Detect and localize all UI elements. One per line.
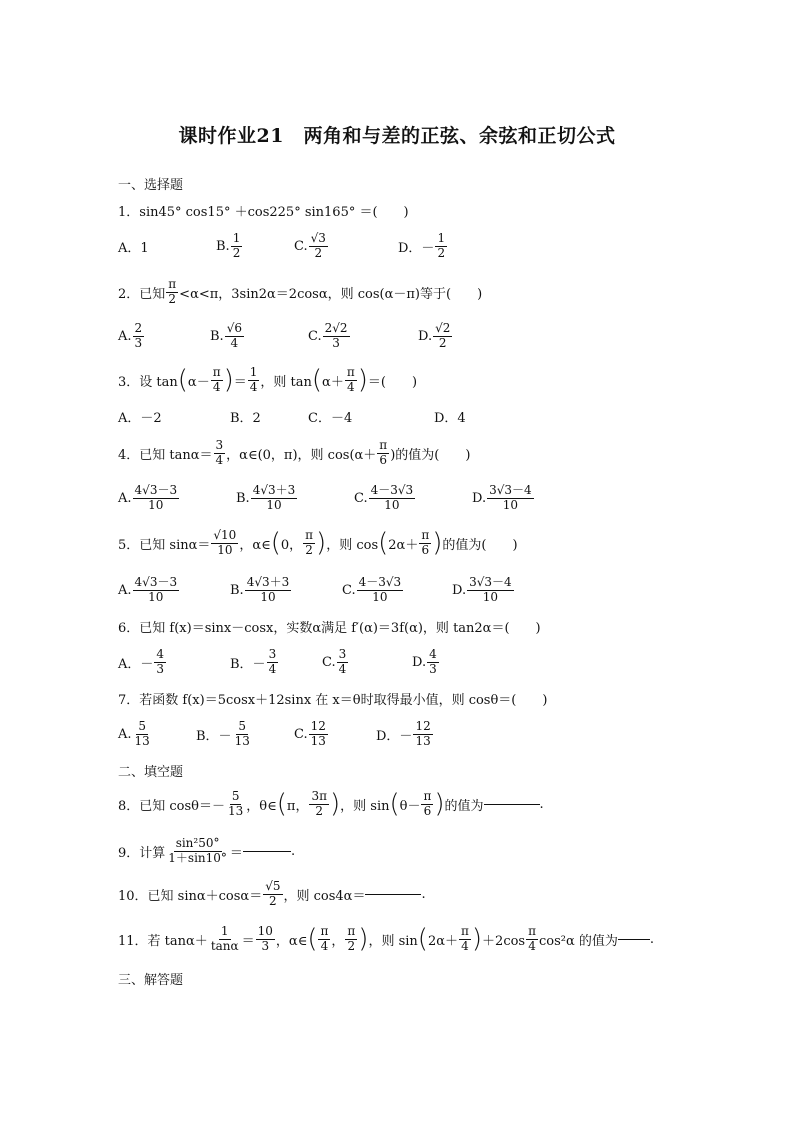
fraction: [211, 366, 223, 395]
denominator: 2: [315, 803, 324, 818]
numerator: π: [320, 923, 329, 938]
fraction: [166, 278, 178, 307]
option-a: [118, 226, 149, 266]
numerator: 12: [415, 718, 431, 733]
fraction: [435, 232, 447, 261]
question-text: .: [421, 886, 426, 902]
fraction: [225, 322, 244, 351]
denominator: 4: [338, 661, 347, 676]
fraction: [369, 484, 416, 513]
numerator: √2: [435, 320, 451, 335]
option-d: [418, 316, 453, 356]
question-text: 4．已知 tanα＝: [118, 447, 213, 463]
numerator: 4√3＋3: [252, 482, 296, 497]
fraction: [303, 529, 315, 558]
question-text: ，θ∈: [246, 798, 277, 814]
option-c: [294, 226, 329, 266]
fraction: [413, 720, 432, 749]
option-a-label: A．1: [118, 240, 149, 256]
numerator: 4: [156, 646, 165, 661]
option-b: [230, 570, 292, 610]
question-text: 的值为( ): [442, 537, 518, 553]
option-c-label: C.: [354, 490, 368, 506]
question-text: 10．已知 sinα＋cosα＝: [118, 888, 263, 904]
fraction: [309, 720, 328, 749]
option-c: [354, 478, 416, 518]
option-a-label: A．－2: [118, 410, 162, 426]
section-heading-choice: 一、选择题: [118, 178, 184, 193]
right-paren: ): [358, 924, 369, 954]
answer-blank[interactable]: [365, 893, 421, 895]
numerator: π: [528, 923, 536, 938]
question-8: [118, 784, 544, 824]
option-c-label: C.: [322, 654, 336, 670]
question-3-options: [118, 396, 718, 436]
option-b: [216, 226, 243, 266]
fraction: [154, 648, 166, 677]
question-text: ，则 sin: [340, 798, 390, 814]
question-text: 3．设 tan: [118, 374, 178, 390]
numerator: π: [347, 923, 356, 938]
question-text: ，α∈: [275, 933, 308, 949]
question-text: 9．计算: [118, 845, 166, 861]
numerator: 4√3－3: [134, 482, 178, 497]
fraction: [209, 925, 241, 954]
right-paren: ): [316, 528, 327, 558]
option-c: [308, 396, 352, 436]
fraction: [248, 366, 260, 395]
fraction: [487, 484, 534, 513]
numerator: 4: [429, 646, 437, 661]
numerator: 2: [134, 320, 143, 335]
right-paren: ): [434, 789, 445, 819]
fraction: [433, 322, 452, 351]
option-a-label: A.: [118, 328, 132, 344]
question-text: α＋: [322, 374, 344, 390]
numerator: π: [379, 437, 388, 452]
denominator: 6: [379, 452, 388, 467]
denominator: 4: [215, 452, 224, 467]
page-title: 课时作业21 两角和与差的正弦、余弦和正切公式: [178, 125, 616, 147]
option-c-label: C.: [294, 238, 308, 254]
question-text: ＝: [233, 374, 247, 390]
left-paren: (: [389, 789, 400, 819]
numerator: √5: [265, 878, 281, 893]
numerator: π: [212, 364, 221, 379]
denominator: 10: [384, 497, 400, 512]
left-paren: (: [177, 365, 188, 395]
option-c-label: C.: [342, 582, 356, 598]
option-b-label: B.: [230, 582, 244, 598]
denominator: 2: [305, 542, 313, 557]
denominator: 13: [228, 803, 244, 818]
denominator: 2: [269, 893, 277, 908]
question-text: ＝( ): [367, 374, 418, 390]
denominator: 1＋sin10°: [168, 850, 227, 865]
denominator: 10: [260, 589, 276, 604]
numerator: 3√3－4: [489, 482, 532, 497]
right-paren: ): [432, 528, 443, 558]
fraction: [377, 439, 389, 468]
numerator: π: [168, 276, 177, 291]
question-2-options: [118, 316, 718, 356]
answer-blank[interactable]: [484, 803, 540, 805]
question-10: [118, 874, 426, 914]
option-a-label: A．－: [118, 656, 154, 672]
option-a-label: A.: [118, 726, 132, 742]
denominator: 4: [249, 379, 258, 394]
option-b: [230, 396, 261, 436]
option-a: [118, 478, 180, 518]
left-paren: (: [311, 365, 323, 395]
fraction: [245, 576, 292, 605]
denominator: 3: [429, 661, 437, 676]
denominator: 2: [168, 291, 177, 306]
option-b: [236, 478, 298, 518]
question-1-options: [118, 226, 718, 266]
numerator: 1: [437, 230, 446, 245]
section-heading-solve: 三、解答题: [118, 973, 184, 988]
denominator: 4: [461, 938, 469, 953]
denominator: 4: [230, 335, 239, 350]
denominator: 2: [314, 245, 323, 260]
right-paren: ): [471, 924, 483, 954]
numerator: 5: [231, 788, 240, 803]
fraction: [421, 790, 433, 819]
numerator: 3√3－4: [469, 574, 512, 589]
option-d: [376, 714, 434, 754]
question-text: .: [649, 931, 655, 947]
fraction: [233, 720, 252, 749]
option-d-label: D.: [452, 582, 467, 598]
question-text: ，α∈: [239, 537, 271, 553]
question-text: cos²α 的值为: [539, 933, 618, 949]
denominator: 3: [261, 938, 270, 953]
option-d-label: D.: [412, 654, 427, 670]
option-d-label: D．4: [434, 410, 466, 426]
option-c-label: C.: [308, 328, 322, 344]
question-6: 6．已知 f(x)＝sinx－cosx，实数α满足 f′(α)＝3f(α)，则 tan2α＝( ): [118, 621, 541, 636]
denominator: tanα: [210, 938, 239, 953]
question-text: ，则 cos4α＝: [283, 888, 366, 904]
question-text: 2．已知: [118, 286, 166, 302]
fraction: [323, 322, 350, 351]
denominator: 4: [320, 938, 329, 953]
option-a-label: A.: [118, 582, 132, 598]
option-c: [294, 714, 329, 754]
numerator: π: [346, 364, 355, 379]
question-text: <α<π，3sin2α＝2cosα，则 cos(α－π)等于( ): [179, 286, 483, 302]
question-text: 0，: [280, 537, 303, 553]
option-d-label: D．－: [376, 728, 413, 744]
denominator: 13: [134, 733, 150, 748]
question-text: 11．若 tanα＋: [118, 933, 208, 949]
option-b-label: B.: [210, 328, 224, 344]
numerator: 10: [257, 923, 273, 938]
numerator: 4－3√3: [358, 574, 402, 589]
fraction: [256, 925, 275, 954]
option-b: [210, 316, 245, 356]
numerator: √10: [213, 527, 237, 542]
denominator: 4: [268, 661, 277, 676]
denominator: 10: [372, 589, 388, 604]
fraction: [263, 880, 282, 909]
option-a: [118, 396, 162, 436]
fraction: [318, 925, 330, 954]
denominator: 10: [148, 589, 164, 604]
fraction: [419, 529, 431, 558]
option-c: [322, 642, 349, 682]
numerator: π: [461, 923, 469, 938]
denominator: 13: [310, 733, 326, 748]
denominator: 2: [232, 245, 241, 260]
question-text: )的值为( ): [390, 447, 471, 463]
question-text: π，: [286, 798, 309, 814]
numerator: √6: [226, 320, 242, 335]
fraction: [133, 576, 180, 605]
option-a-label: A.: [118, 490, 132, 506]
question-11: [118, 919, 654, 959]
numerator: 1: [249, 364, 258, 379]
fraction: [251, 484, 298, 513]
numerator: 3: [338, 646, 347, 661]
left-paren: (: [270, 528, 281, 558]
question-4: [118, 433, 470, 473]
left-paren: (: [378, 528, 389, 558]
question-5: [118, 523, 518, 563]
denominator: 10: [502, 497, 519, 512]
numerator: 1: [220, 923, 229, 938]
fraction: [133, 322, 145, 351]
left-paren: (: [276, 789, 287, 819]
option-d: [452, 570, 515, 610]
question-5-options: [118, 570, 718, 610]
numerator: 3: [215, 437, 224, 452]
answer-blank[interactable]: [618, 938, 650, 940]
denominator: 4: [346, 379, 355, 394]
fraction: [345, 925, 357, 954]
denominator: 13: [415, 733, 431, 748]
fraction: [345, 366, 357, 395]
option-a: [118, 714, 153, 754]
numerator: 4√3＋3: [246, 574, 290, 589]
option-c: [308, 316, 351, 356]
numerator: sin²50°: [175, 835, 220, 850]
option-c-label: C.: [294, 726, 308, 742]
option-d-label: D.: [418, 328, 433, 344]
option-a: [118, 316, 145, 356]
numerator: 2√2: [324, 320, 348, 335]
denominator: 13: [234, 733, 250, 748]
fraction: [226, 790, 245, 819]
option-a: [118, 570, 180, 610]
option-c-label: C．－4: [308, 410, 353, 426]
question-text: .: [539, 796, 544, 812]
denominator: 10: [217, 542, 233, 557]
option-b-label: B.: [216, 238, 230, 254]
question-text: α－: [187, 374, 210, 390]
denominator: 6: [423, 803, 432, 818]
question-text: θ－: [399, 798, 421, 814]
fraction: [459, 925, 471, 954]
fraction: [309, 232, 328, 261]
numerator: 4√3－3: [134, 574, 178, 589]
fraction: [211, 529, 238, 558]
option-d-label: D．－: [398, 240, 435, 256]
fraction: [427, 648, 439, 677]
option-b-label: B．－: [230, 656, 266, 672]
option-d: [412, 642, 440, 682]
question-2: [118, 272, 482, 312]
question-7-options: [118, 714, 718, 754]
fraction: [467, 576, 514, 605]
option-b-label: B.: [236, 490, 250, 506]
question-text: ，则 cos: [326, 537, 379, 553]
fraction: [166, 837, 229, 866]
denominator: 3: [332, 335, 340, 350]
question-text: 2α＋: [388, 537, 419, 553]
option-b-label: B．2: [230, 410, 261, 426]
fraction: [337, 648, 349, 677]
fraction: [214, 439, 226, 468]
question-7: 7．若函数 f(x)＝5cosx＋12sinx 在 x＝θ时取得最小值，则 cosθ＝( ): [118, 693, 548, 708]
left-paren: (: [307, 924, 318, 954]
left-paren: (: [417, 924, 428, 954]
fraction: [133, 484, 180, 513]
fraction: [231, 232, 243, 261]
option-b-label: B．－: [196, 728, 232, 744]
question-text: 的值为: [444, 798, 484, 814]
numerator: 5: [238, 718, 247, 733]
question-6-options: [118, 642, 718, 682]
denominator: 10: [266, 497, 282, 512]
question-text: 8．已知 cosθ＝－: [118, 798, 226, 814]
denominator: 6: [421, 542, 430, 557]
fraction: [526, 925, 538, 954]
option-d: [398, 226, 448, 266]
numerator: 4－3√3: [370, 482, 414, 497]
numerator: 5: [138, 718, 146, 733]
option-d-label: D.: [472, 490, 487, 506]
numerator: π: [421, 527, 430, 542]
denominator: 2: [437, 245, 446, 260]
question-text: ＝: [241, 933, 255, 949]
numerator: 1: [232, 230, 241, 245]
option-d: [472, 478, 535, 518]
question-text: ，α∈(0，π)，则 cos(α＋: [226, 447, 377, 463]
right-paren: ): [223, 365, 234, 395]
denominator: 10: [148, 497, 164, 512]
fraction: [357, 576, 404, 605]
denominator: 2: [438, 335, 447, 350]
option-b: [196, 714, 253, 754]
option-c: [342, 570, 404, 610]
numerator: 3: [268, 646, 277, 661]
option-d: [434, 396, 466, 436]
section-heading-fill: 二、填空题: [118, 765, 184, 780]
denominator: 4: [212, 379, 221, 394]
denominator: 3: [156, 661, 165, 676]
denominator: 3: [134, 335, 143, 350]
question-3: [118, 360, 417, 400]
question-9: [118, 831, 295, 871]
denominator: 2: [347, 938, 356, 953]
question-text: 2α＋: [427, 933, 458, 949]
numerator: √3: [310, 230, 326, 245]
option-b: [230, 642, 279, 682]
question-text: ，则 tan: [260, 374, 312, 390]
right-paren: ): [329, 789, 341, 819]
question-4-options: [118, 478, 718, 518]
question-1: 1．sin45° cos15° ＋cos225° sin165° ＝( ): [118, 205, 409, 220]
denominator: 10: [482, 589, 499, 604]
question-text: 5．已知 sinα＝: [118, 537, 211, 553]
numerator: 3π: [311, 788, 327, 803]
denominator: 4: [528, 938, 536, 953]
numerator: π: [305, 527, 314, 542]
fraction: [133, 720, 152, 749]
question-text: ＝: [229, 845, 243, 861]
fraction: [267, 648, 279, 677]
question-text: .: [290, 843, 296, 859]
fraction: [309, 790, 329, 819]
question-text: ，则 sin: [368, 933, 418, 949]
numerator: π: [423, 788, 432, 803]
question-text: ，: [331, 933, 345, 949]
question-text: ＋2cos: [482, 933, 526, 949]
option-a: [118, 642, 167, 682]
right-paren: ): [357, 365, 368, 395]
answer-blank[interactable]: [243, 850, 291, 852]
numerator: 12: [310, 718, 326, 733]
